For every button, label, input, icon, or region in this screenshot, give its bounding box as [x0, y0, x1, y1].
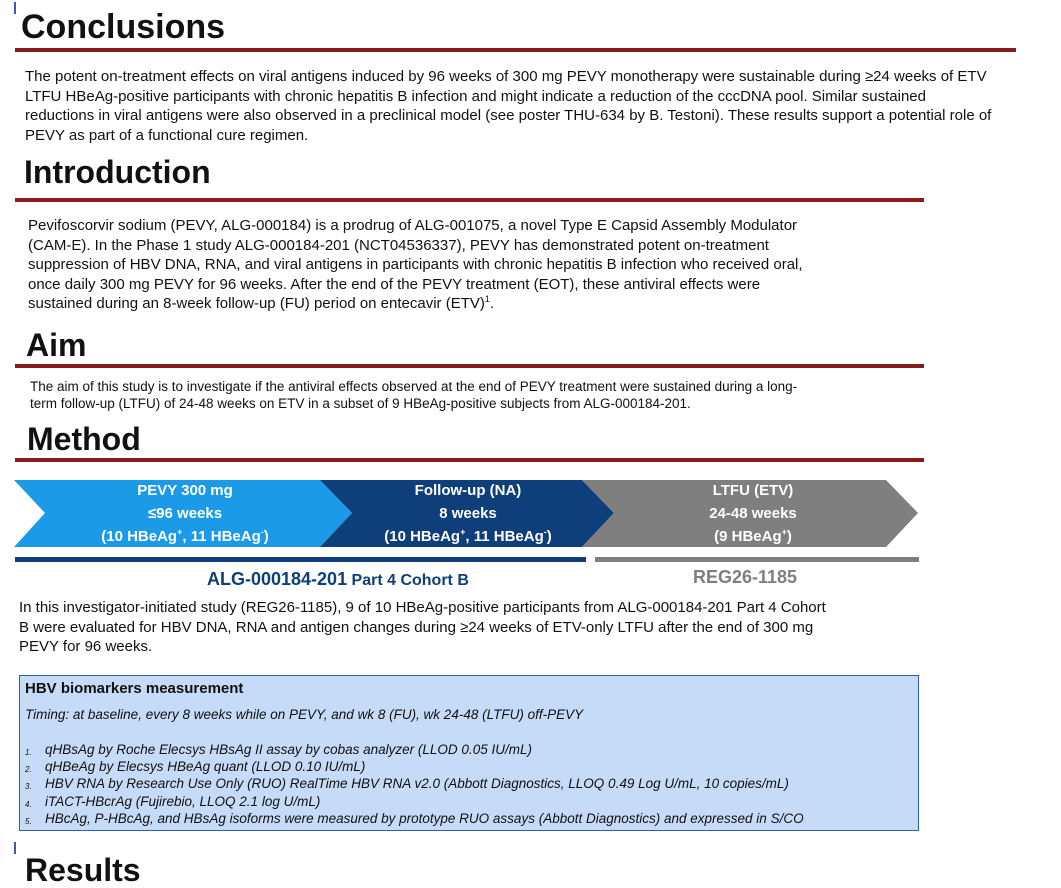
- method-heading: Method: [27, 421, 141, 457]
- method-summary: [19, 598, 919, 657]
- study-label-main: [207, 569, 469, 590]
- conclusions-line: reductions in viral antigens were also observed in a preclinical model (see poster THU-634 by B. Testoni). These results support a potential role of: [25, 107, 992, 124]
- section-rule: [15, 458, 924, 462]
- study-cohort: Part 4 Cohort B: [347, 572, 469, 589]
- biomarkers-title: HBV biomarkers measurement: [25, 680, 244, 697]
- phase-name: PEVY 300 mg: [137, 482, 233, 499]
- sentence-period: .: [489, 295, 495, 312]
- aim-line: The aim of this study is to investigate if the antiviral effects observed at the end of PEVY treatment were sustained during a long-: [30, 379, 798, 394]
- conclusions-text: [25, 67, 1055, 145]
- results-heading: Results: [25, 852, 141, 888]
- introduction-line: suppression of HBV DNA, RNA, and viral antigens in participants with chronic hepatitis B infection who received oral,: [28, 256, 803, 273]
- phase-name: Follow-up (NA): [414, 482, 522, 499]
- text-cursor-mark: [14, 2, 16, 14]
- introduction-line: once daily 300 mg PEVY for 96 weeks. After the end of the PEVY treatment (EOT), these antiviral effects were: [28, 275, 761, 293]
- aim-heading: Aim: [26, 327, 87, 363]
- text-cursor-mark: [14, 842, 16, 854]
- section-rule: [15, 364, 924, 368]
- introduction-line: [28, 294, 918, 314]
- conclusions-line: LTFU HBeAg-positive participants with chronic hepatitis B infection and might indicate a reduction of the cccDNA pool. Similar sustained: [25, 87, 926, 105]
- conclusions-heading: Conclusions: [21, 8, 226, 46]
- study-bar-extension: [595, 557, 919, 562]
- phase-duration: 8 weeks: [439, 505, 497, 522]
- reference-superscript: 1: [484, 294, 490, 304]
- conclusions-line: PEVY as part of a functional cure regimen.: [25, 126, 309, 144]
- summary-line: In this investigator-initiated study (REG26-1185), 9 of 10 HBeAg-positive participants from ALG-000184-201 Part 4 Cohort: [19, 599, 826, 616]
- study-id: ALG-000184-201: [207, 569, 348, 589]
- section-rule: [15, 48, 1016, 52]
- phase-population: (10 HBeAg+, 11 HBeAg-): [101, 527, 269, 545]
- phase-label-pevy: [60, 479, 310, 548]
- phase-population: (10 HBeAg+, 11 HBeAg-): [384, 527, 552, 545]
- phase-label-followup: [343, 479, 593, 548]
- phase-label-ltfu: [628, 479, 878, 548]
- study-label-extension: REG26-1185: [693, 567, 798, 587]
- phase-name: LTFU (ETV): [712, 482, 794, 499]
- introduction-heading: Introduction: [24, 154, 211, 190]
- section-rule: [15, 198, 924, 202]
- biomarkers-timing: Timing: at baseline, every 8 weeks while on PEVY, and wk 8 (FU), wk 24-48 (LTFU) off-PEVY: [25, 707, 584, 722]
- phase-duration: ≤96 weeks: [147, 505, 223, 522]
- conclusions-line: The potent on-treatment effects on viral antigens induced by 96 weeks of 300 mg PEVY monotherapy were sustainable during ≥24 weeks of ETV: [25, 68, 987, 85]
- aim-text: [30, 378, 910, 412]
- aim-line: term follow-up (LTFU) of 24-48 weeks on ETV in a subset of 9 HBeAg-positive subjects from ALG-000184-201.: [30, 396, 691, 411]
- summary-line: PEVY for 96 weeks.: [19, 638, 153, 655]
- introduction-line: (CAM-E). In the Phase 1 study ALG-000184-201 (NCT04536337), PEVY has demonstrated potent on-treatment: [28, 236, 769, 254]
- biomarkers-box: HBV biomarkers measurement Timing: at baseline, every 8 weeks while on PEVY, and wk 8 (FU), wk 24-48 (LTFU) off-PEVY 1. qHBsAg by Roche Elecsys HBsAg II assay by cobas analyzer (LLOD 0.05 IU/mL) 2. qHBeAg by Elecsys HBeAg quant (LLOD 0.10 IU/mL) 3. HBV RNA by Research Use Only (RUO) RealTime HBV RNA v2.0 (Abbott Diagnostics, LLOQ 0.49 Log U/mL, 10 copies/mL) 4. iTACT-HBcrAg (Fujirebio, LLOQ 2.1 log U/mL) 5. HBcAg, P-HBcAg, and HBsAg isoforms were measured by prototype RUO assays (Abbott Diagnostics) and expressed in S/CO: [19, 675, 919, 831]
- phase-population: (9 HBeAg+): [714, 527, 792, 545]
- introduction-text: [28, 216, 918, 314]
- introduction-line-text: sustained during an 8-week follow-up (FU) period on entecavir (ETV): [28, 295, 485, 312]
- summary-line: B were evaluated for HBV DNA, RNA and antigen changes during ≥24 weeks of ETV-only LTFU after the end of 300 mg: [19, 618, 814, 636]
- study-bar-main: [15, 557, 586, 562]
- introduction-line: Pevifoscorvir sodium (PEVY, ALG-000184) is a prodrug of ALG-001075, a novel Type E Capsid Assembly Modulator: [28, 217, 798, 234]
- phase-duration: 24-48 weeks: [709, 505, 797, 522]
